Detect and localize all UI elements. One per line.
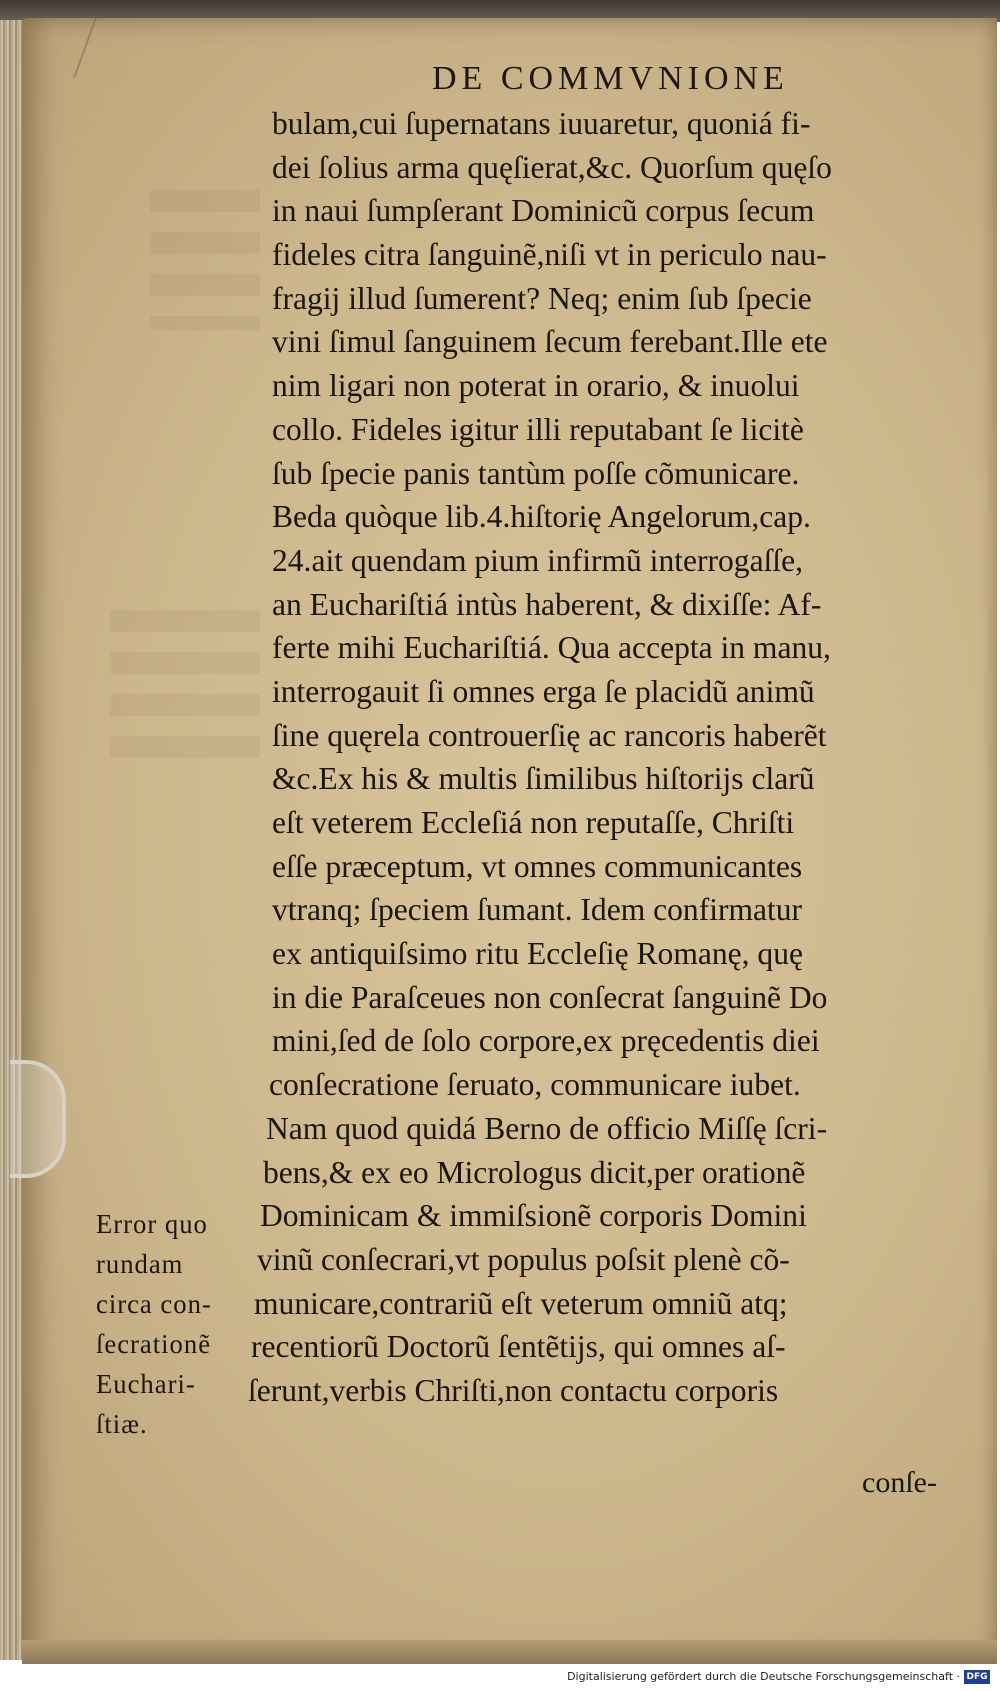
text-line: eſt veterem Eccleſiá non reputaſſe, Chriſti xyxy=(272,804,795,840)
catchword: conſe- xyxy=(862,1466,937,1499)
footer-credit: Digitalisierung gefördert durch die Deutsche Forschungsgemeinschaft · xyxy=(567,1670,960,1683)
text-line: eſſe præceptum, vt omnes communicantes xyxy=(272,847,803,884)
text-line: dei ſolius arma quęſierat,&c. Quorſum quęſo xyxy=(272,148,832,185)
margin-note-line: rundam xyxy=(96,1249,184,1279)
text-line: ſine quęrela controuerſię ac rancoris haberẽt xyxy=(272,716,827,753)
bleed-through-mark xyxy=(150,190,260,330)
text-line: 24.ait quendam pium infirmũ interrogaſſe, xyxy=(272,541,803,578)
text-line: conſecratione ſeruato, communicare iubet. xyxy=(269,1066,801,1103)
running-head: DE COMMVNIONE xyxy=(432,60,789,97)
text-line: collo. Fideles igitur illi reputabant ſe licitè xyxy=(272,410,804,447)
page-clip xyxy=(10,1060,66,1178)
dfg-logo: DFG xyxy=(964,1670,990,1684)
text-line: fideles citra ſanguinẽ,niſi vt in periculo nau- xyxy=(272,236,827,273)
text-line: an Euchariſtiá intùs haberent, & dixiſſe: Af- xyxy=(272,585,822,622)
text-line: interrogauit ſi omnes erga ſe placidũ animũ xyxy=(272,672,815,709)
margin-note-line: Euchari- xyxy=(96,1369,196,1399)
text-line: Nam quod quidá Berno de officio Miſſę ſcri- xyxy=(266,1109,828,1146)
margin-note-line: ſecrationẽ xyxy=(96,1329,212,1359)
text-line: in die Paraſceues non conſecrat ſanguinẽ Do xyxy=(272,978,828,1015)
margin-note-line: ſtiæ. xyxy=(96,1409,148,1439)
text-line: ex antiquiſsimo ritu Eccleſię Romanę, quę xyxy=(272,935,803,972)
margin-note-line: circa con- xyxy=(96,1289,212,1319)
text-line: fragij illud ſumerent? Neq; enim ſub ſpecie xyxy=(272,279,812,316)
marginal-note xyxy=(96,1204,266,1444)
text-line: Beda quòque lib.4.hiſtorię Angelorum,cap. xyxy=(272,498,811,535)
digitization-footer xyxy=(0,1664,1000,1691)
text-line: bens,& ex eo Micrologus dicit,per orationẽ xyxy=(263,1153,806,1190)
text-line: nim ligari non poterat in orario, & inuolui xyxy=(272,367,800,404)
text-line: vini ſimul ſanguinem ſecum ferebant.Ille ete xyxy=(272,323,828,360)
text-line: bulam,cui ſupernatans iuuaretur, quoniá fi- xyxy=(272,105,811,141)
text-line: vinũ conſecrari,vt populus poſsit plenè cõ- xyxy=(257,1240,790,1277)
bleed-through-mark xyxy=(110,610,260,770)
text-line: recentiorũ Doctorũ ſentẽtijs, qui omnes aſ- xyxy=(251,1328,786,1365)
text-line: ſub ſpecie panis tantùm poſſe cõmunicare. xyxy=(272,454,800,491)
text-line: vtranq; ſpeciem ſumant. Idem confirmatur xyxy=(272,891,803,928)
text-line: in naui ſumpſerant Dominicũ corpus ſecum xyxy=(272,192,815,229)
text-line: ferte mihi Euchariſtiá. Qua accepta in manu, xyxy=(272,629,831,666)
body-text xyxy=(248,102,972,1413)
page-bottom-edge xyxy=(22,1640,997,1664)
text-line: &c.Ex his & multis ſimilibus hiſtorijs clarũ xyxy=(272,760,815,797)
text-line: ſerunt,verbis Chriſti,non contactu corporis xyxy=(248,1371,779,1408)
text-line: municare,contrariũ eſt veterum omniũ atq; xyxy=(254,1284,788,1321)
margin-note-line: Error quo xyxy=(96,1209,208,1239)
text-line: mini,ſed de ſolo corpore,ex pręcedentis diei xyxy=(272,1022,820,1059)
text-line: Dominicam & immiſsionẽ corporis Domini xyxy=(260,1197,807,1234)
